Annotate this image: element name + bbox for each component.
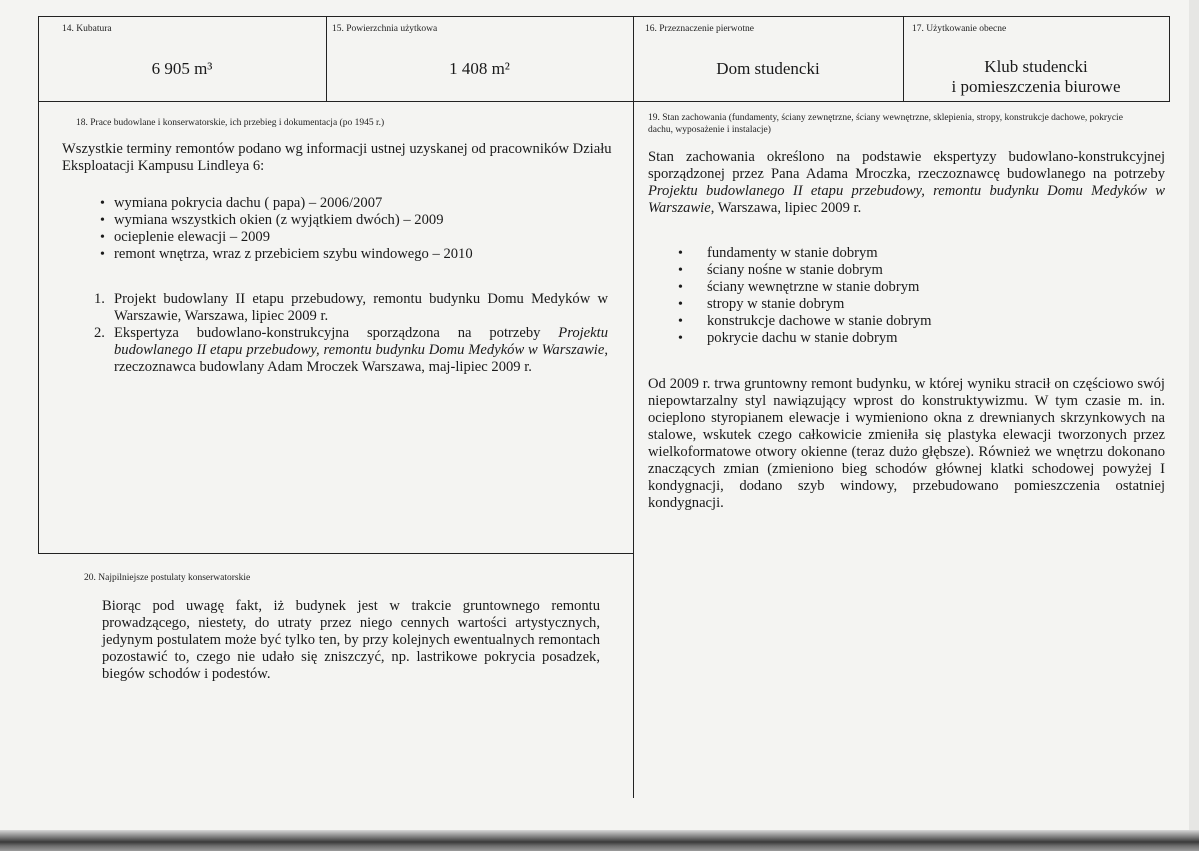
section19-intro — [648, 149, 1165, 217]
divider-center — [633, 16, 634, 798]
section18-bullet-list — [100, 195, 580, 263]
section18-intro: Wszystkie terminy remontów podano wg informacji ustnej uzyskanej od pracowników Działu Eksploatacji Kampusu Lindleya 6: — [62, 141, 612, 174]
section20-label: 20. Najpilniejsze postulaty konserwatorskie — [84, 573, 251, 583]
bullet-item: • wymiana pokrycia dachu ( papa) – 2006/2007 — [100, 195, 580, 212]
document-number: 1. — [94, 291, 105, 307]
uzytkowanie-label: 17. Użytkowanie obecne — [912, 24, 1007, 34]
bullet-item: • pokrycie dachu w stanie dobrym — [678, 330, 1078, 347]
bullet-item: • ocieplenie elewacji – 2009 — [100, 229, 580, 246]
left-border-line — [38, 16, 39, 554]
section18-document-list — [88, 291, 608, 376]
document-item-1 — [88, 291, 608, 325]
uzytkowanie-value-line2: i pomieszczenia biurowe — [951, 77, 1121, 96]
bullet-item: • konstrukcje dachowe w stanie dobrym — [678, 313, 1078, 330]
section18-bottom-line — [38, 553, 633, 554]
section19-intro-post: , Warszawa, lipiec 2009 r. — [710, 200, 862, 216]
document-text-post: , rzeczoznawca budowlany Adam Mroczek Warszawa, maj-lipiec 2009 r. — [114, 342, 608, 375]
top-border-line — [38, 16, 1169, 17]
powierzchnia-label: 15. Powierzchnia użytkowa — [332, 24, 438, 34]
uzytkowanie-value-line1: Klub studencki — [984, 57, 1088, 76]
bullet-item: • fundamenty w stanie dobrym — [678, 245, 1078, 262]
right-border-line — [1169, 16, 1170, 102]
section20-text: Biorąc pod uwagę fakt, iż budynek jest w trakcie gruntownego remontu prowadzącego, niestety, do utraty przez niego cennych wartości artystycznych, jedynym postulatem może być tylko ten, by przy kolejnych ewentualnych remontach pozostawić to, czego nie udało się zniszczyć, np. lastrikowe pokrycia posadzek, biegów schodów i podestów. — [102, 598, 600, 682]
przeznaczenie-value: Dom studencki — [716, 59, 820, 78]
kubatura-value: 6 905 m³ — [151, 59, 213, 78]
przeznaczenie-label: 16. Przeznaczenie pierwotne — [645, 24, 754, 34]
bullet-item: • wymiana wszystkich okien (z wyjątkiem dwóch) – 2009 — [100, 212, 580, 229]
section19-intro-pre: Stan zachowania określono na podstawie ekspertyzy budowlano-konstrukcyjnej sporządzonej przez Pana Adama Mroczka, rzeczoznawcę budowlanego na potrzeby — [648, 149, 1165, 182]
bullet-item: • remont wnętrza, wraz z przebiciem szybu windowego – 2010 — [100, 246, 580, 263]
section19-paragraph: Od 2009 r. trwa gruntowny remont budynku, w której wyniku stracił on częściowo swój niepowtarzalny styl nawiązujący wprost do konstruktywizmu. W tym czasie m. in. ocieplono styropianem elewacje i wymieniono okna z drewnianych skrzynkowych na stalowe, wskutek czego całkowicie zmieniła się plastyka elewacji tworzonych przez wielkoformatowe otwory okienne (teraz dużo głębsze). Również we wnętrzu dokonano znaczących zmian (zmieniono bieg schodów głównej klatki schodowej powyżej I kondygnacji, dodano szyb windowy, przebudowano pomieszczenia ostatniej kondygnacji. — [648, 376, 1165, 511]
section19-intro-italic: Projektu budowlanego II etapu przebudowy, remontu budynku Domu Medyków w Warszawie — [648, 183, 1165, 216]
row1-bottom-line — [38, 101, 1169, 102]
document-number: 2. — [94, 325, 105, 341]
scan-right-edge — [1189, 0, 1199, 830]
section19-bullet-list — [678, 245, 1078, 347]
scan-bottom-edge — [0, 830, 1199, 851]
section18-label: 18. Prace budowlane i konserwatorskie, ich przebieg i dokumentacja (po 1945 r.) — [76, 118, 385, 128]
document-text-pre: Ekspertyza budowlano-konstrukcyjna sporządzona na potrzeby — [114, 325, 559, 341]
bullet-item: • ściany nośne w stanie dobrym — [678, 262, 1078, 279]
powierzchnia-value: 1 408 m² — [449, 59, 510, 78]
section19-label: 19. Stan zachowania (fundamenty, ściany zewnętrzne, ściany wewnętrzne, sklepienia, stropy, konstrukcje dachowe, pokrycie dachu, wyposażenie i instalacje) — [648, 113, 1123, 135]
kubatura-label: 14. Kubatura — [62, 24, 112, 34]
document-text: Projekt budowlany II etapu przebudowy, remontu budynku Domu Medyków w Warszawie, Warszawa, lipiec 2009 r. — [114, 291, 608, 324]
document-title-italic: Projektu budowlanego II etapu przebudowy, remontu budynku Domu Medyków w Warszawie — [114, 325, 608, 358]
bullet-item: • stropy w stanie dobrym — [678, 296, 1078, 313]
bullet-item: • ściany wewnętrzne w stanie dobrym — [678, 279, 1078, 296]
document-item-2 — [88, 325, 608, 376]
